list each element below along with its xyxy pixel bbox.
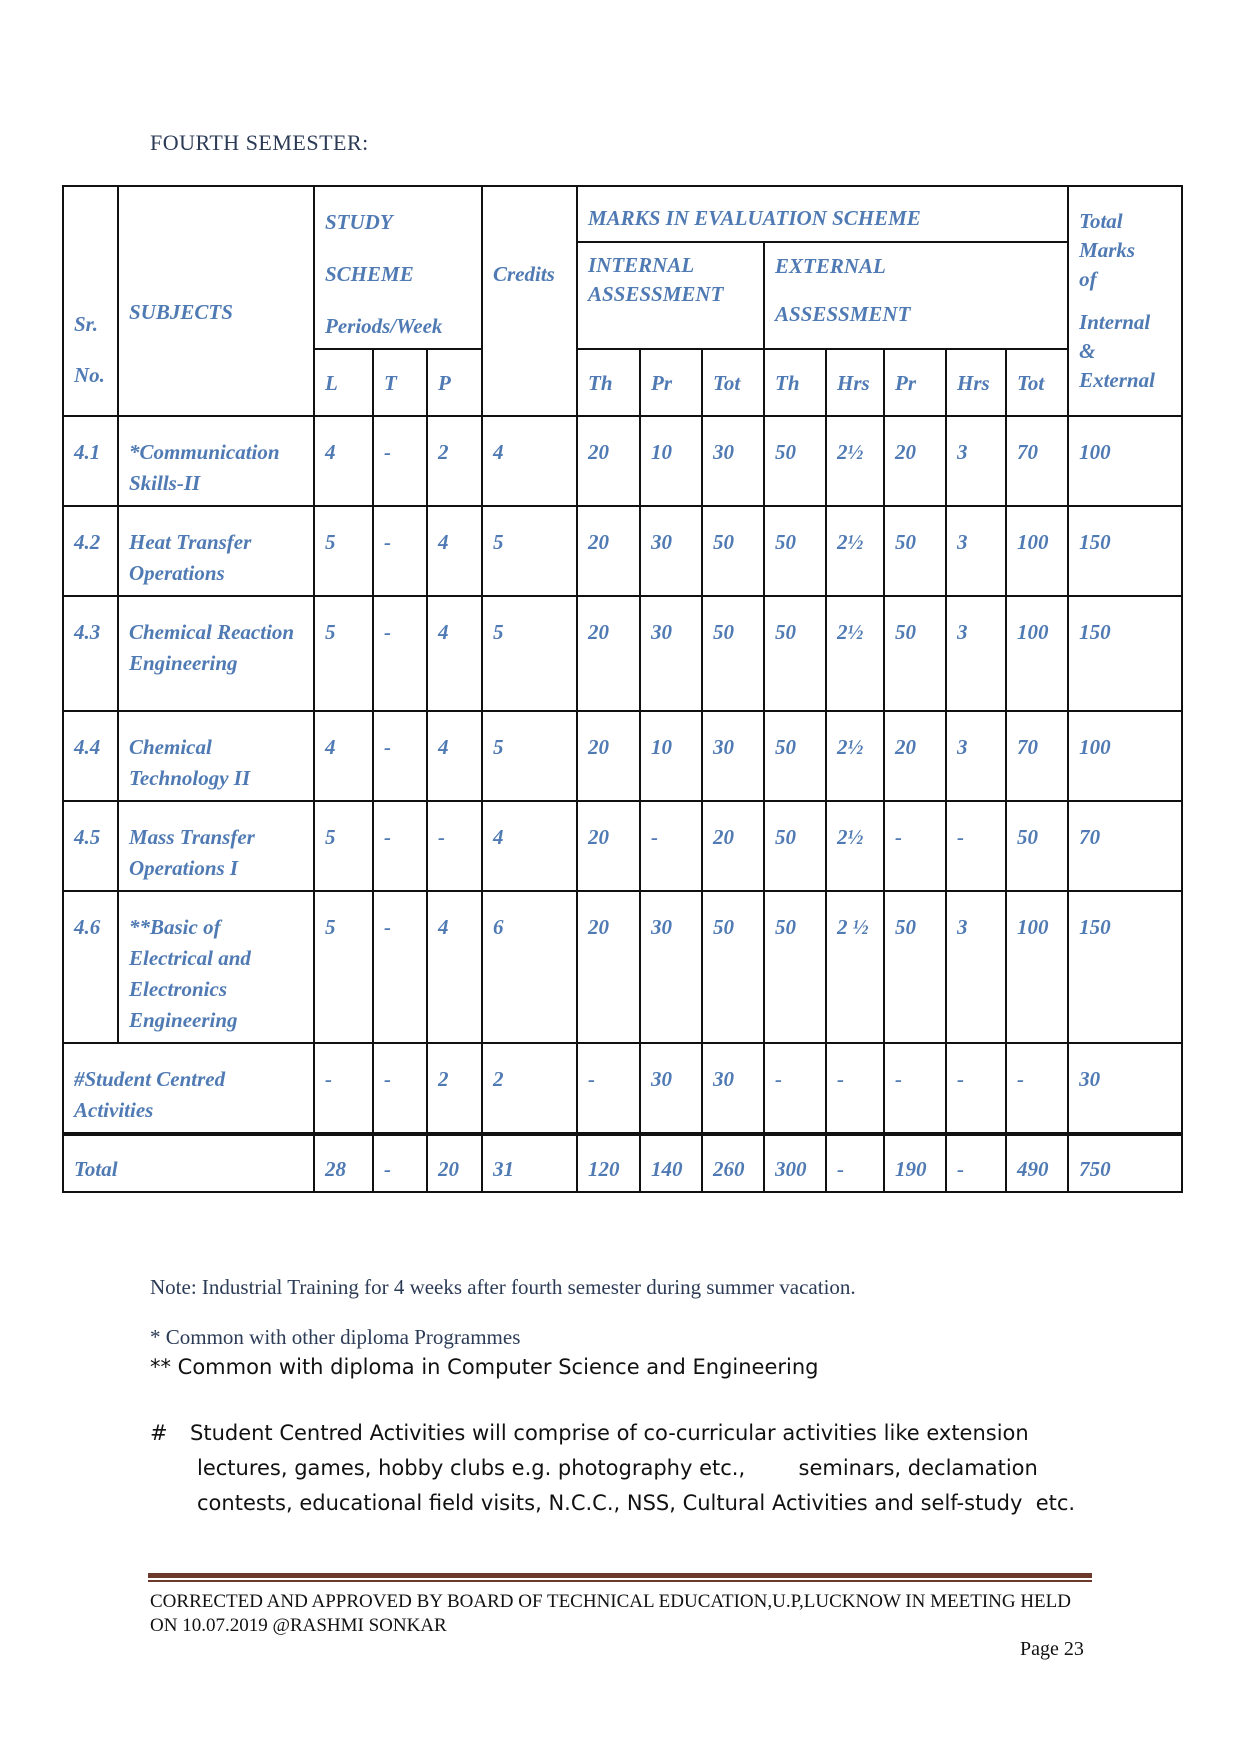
note-activities	[150, 1421, 168, 1445]
table-row-total	[63, 1134, 1182, 1192]
cell: 20	[577, 416, 640, 506]
cell: 5	[314, 801, 373, 891]
cell: 20	[577, 801, 640, 891]
cell: 4	[482, 416, 577, 506]
cell: -	[314, 1043, 373, 1134]
evaluation-scheme-table	[62, 185, 1183, 1193]
cell: -	[946, 1134, 1006, 1192]
cell: 20	[884, 711, 946, 801]
cell: 70	[1006, 711, 1068, 801]
row-subject: Heat Transfer Operations	[118, 506, 314, 596]
cell: 31	[482, 1134, 577, 1192]
row-subject: Chemical Reaction Engineering	[118, 596, 314, 711]
cell: 120	[577, 1134, 640, 1192]
table-row	[63, 416, 1182, 506]
cell: -	[884, 1043, 946, 1134]
cell: -	[826, 1043, 884, 1134]
cell: 3	[946, 711, 1006, 801]
row-sr: 4.6	[63, 891, 118, 1043]
hash-mark: #	[150, 1421, 168, 1445]
row-sr: 4.4	[63, 711, 118, 801]
table-row	[63, 801, 1182, 891]
cell: 10	[640, 711, 702, 801]
cell: 2½	[826, 801, 884, 891]
cell: 4	[427, 506, 482, 596]
cell: 20	[577, 891, 640, 1043]
cell: 5	[314, 596, 373, 711]
note-common-cs: ** Common with diploma in Computer Science and Engineering	[150, 1355, 819, 1379]
cell: 2	[427, 416, 482, 506]
cell: 3	[946, 596, 1006, 711]
header-sub-p: P	[427, 349, 482, 416]
footer-divider	[148, 1573, 1092, 1578]
cell: 50	[884, 596, 946, 711]
cell: 5	[482, 596, 577, 711]
header-sub-l: L	[314, 349, 373, 416]
cell: 140	[640, 1134, 702, 1192]
note-activities-line-3: contests, educational field visits, N.C.C., NSS, Cultural Activities and self-study etc.	[197, 1491, 1076, 1515]
cell: 20	[884, 416, 946, 506]
cell: 260	[702, 1134, 764, 1192]
cell: 50	[884, 506, 946, 596]
note-common-other: * Common with other diploma Programmes	[150, 1325, 521, 1349]
cell: 4	[427, 891, 482, 1043]
cell: -	[946, 801, 1006, 891]
header-study-scheme: STUDY SCHEME Periods/Week	[314, 186, 482, 349]
header-marks-evaluation: MARKS IN EVALUATION SCHEME	[577, 186, 1068, 242]
cell: 30	[702, 416, 764, 506]
header-sub-int-th: Th	[577, 349, 640, 416]
cell: 50	[1006, 801, 1068, 891]
cell: 100	[1006, 891, 1068, 1043]
cell: 20	[577, 506, 640, 596]
cell: 50	[702, 891, 764, 1043]
cell: -	[373, 506, 427, 596]
cell: 300	[764, 1134, 826, 1192]
cell: -	[373, 596, 427, 711]
row-total-label: Total	[63, 1134, 314, 1192]
cell: 10	[640, 416, 702, 506]
cell: 30	[702, 711, 764, 801]
cell: 4	[314, 711, 373, 801]
row-sr: 4.3	[63, 596, 118, 711]
cell: -	[427, 801, 482, 891]
cell: 50	[764, 891, 826, 1043]
cell: 4	[314, 416, 373, 506]
cell: 30	[640, 506, 702, 596]
header-subjects: SUBJECTS	[118, 186, 314, 416]
row-subject: **Basic of Electrical and Electronics Engineering	[118, 891, 314, 1043]
cell: -	[640, 801, 702, 891]
cell: -	[373, 416, 427, 506]
cell: 3	[946, 416, 1006, 506]
note-activities-line-1: Student Centred Activities will comprise of co-curricular activities like extension	[190, 1421, 1029, 1445]
cell: 50	[764, 416, 826, 506]
table-row-activities	[63, 1043, 1182, 1134]
row-sr: 4.1	[63, 416, 118, 506]
row-sr: 4.2	[63, 506, 118, 596]
cell: 3	[946, 891, 1006, 1043]
cell: 50	[764, 801, 826, 891]
cell: 30	[640, 891, 702, 1043]
cell: 50	[702, 506, 764, 596]
cell: 150	[1068, 891, 1182, 1043]
footer-line-1: CORRECTED AND APPROVED BY BOARD OF TECHNICAL EDUCATION,U.P,LUCKNOW IN MEETING HELD	[150, 1591, 1071, 1612]
header-internal-assessment: INTERNAL ASSESSMENT	[577, 242, 764, 349]
header-sub-ext-hrs-2: Hrs	[946, 349, 1006, 416]
cell: -	[373, 1043, 427, 1134]
cell: 20	[577, 596, 640, 711]
header-external-assessment: EXTERNAL ASSESSMENT	[764, 242, 1068, 349]
cell: 50	[764, 711, 826, 801]
note-activities-line-2: lectures, games, hobby clubs e.g. photography etc., seminars, declamation	[197, 1456, 1038, 1480]
cell: 2½	[826, 596, 884, 711]
cell: 20	[702, 801, 764, 891]
cell: 100	[1006, 506, 1068, 596]
cell: 150	[1068, 506, 1182, 596]
cell: 5	[482, 506, 577, 596]
cell: 490	[1006, 1134, 1068, 1192]
cell: 190	[884, 1134, 946, 1192]
cell: 150	[1068, 596, 1182, 711]
cell: 2	[482, 1043, 577, 1134]
cell: 2½	[826, 416, 884, 506]
cell: 20	[577, 711, 640, 801]
cell: -	[373, 711, 427, 801]
cell: 6	[482, 891, 577, 1043]
cell: 20	[427, 1134, 482, 1192]
cell: 70	[1006, 416, 1068, 506]
cell: -	[946, 1043, 1006, 1134]
cell: 2½	[826, 711, 884, 801]
cell: -	[577, 1043, 640, 1134]
cell: -	[1006, 1043, 1068, 1134]
row-sr: 4.5	[63, 801, 118, 891]
cell: 30	[1068, 1043, 1182, 1134]
cell: 4	[427, 711, 482, 801]
header-total-marks: Total Marks of Internal & External	[1068, 186, 1182, 416]
footer-line-2: ON 10.07.2019 @RASHMI SONKAR	[150, 1615, 447, 1636]
row-subject: *Communication Skills-II	[118, 416, 314, 506]
cell: 5	[314, 506, 373, 596]
header-credits: Credits	[482, 186, 577, 416]
semester-heading: FOURTH SEMESTER:	[150, 130, 369, 155]
cell: -	[373, 1134, 427, 1192]
header-sr-no: Sr. No.	[63, 186, 118, 416]
cell: 2	[427, 1043, 482, 1134]
header-sub-ext-hrs: Hrs	[826, 349, 884, 416]
row-subject: Mass Transfer Operations I	[118, 801, 314, 891]
cell: -	[373, 801, 427, 891]
cell: 100	[1006, 596, 1068, 711]
cell: 2 ½	[826, 891, 884, 1043]
cell: 3	[946, 506, 1006, 596]
cell: 30	[640, 1043, 702, 1134]
cell: -	[373, 891, 427, 1043]
page-number: Page 23	[1020, 1638, 1084, 1660]
cell: 50	[702, 596, 764, 711]
cell: 30	[702, 1043, 764, 1134]
header-sub-ext-pr: Pr	[884, 349, 946, 416]
cell: -	[764, 1043, 826, 1134]
header-sub-int-tot: Tot	[702, 349, 764, 416]
cell: 28	[314, 1134, 373, 1192]
header-sub-int-pr: Pr	[640, 349, 702, 416]
table-row	[63, 891, 1182, 1043]
note-industrial-training: Note: Industrial Training for 4 weeks after fourth semester during summer vacation.	[150, 1275, 856, 1299]
footer-divider-thin	[148, 1580, 1092, 1582]
header-sub-ext-tot: Tot	[1006, 349, 1068, 416]
table-row	[63, 506, 1182, 596]
header-sub-t: T	[373, 349, 427, 416]
cell: 70	[1068, 801, 1182, 891]
cell: 30	[640, 596, 702, 711]
row-subject: Chemical Technology II	[118, 711, 314, 801]
cell: 750	[1068, 1134, 1182, 1192]
cell: 50	[884, 891, 946, 1043]
row-activities-label: #Student Centred Activities	[63, 1043, 314, 1134]
cell: 4	[482, 801, 577, 891]
cell: 50	[764, 506, 826, 596]
cell: 100	[1068, 416, 1182, 506]
cell: 50	[764, 596, 826, 711]
table-row	[63, 596, 1182, 711]
cell: 100	[1068, 711, 1182, 801]
table-row	[63, 711, 1182, 801]
cell: 2½	[826, 506, 884, 596]
cell: 5	[482, 711, 577, 801]
cell: 5	[314, 891, 373, 1043]
cell: -	[884, 801, 946, 891]
cell: -	[826, 1134, 884, 1192]
header-sub-ext-th: Th	[764, 349, 826, 416]
cell: 4	[427, 596, 482, 711]
footer-approval	[150, 1590, 1100, 1638]
